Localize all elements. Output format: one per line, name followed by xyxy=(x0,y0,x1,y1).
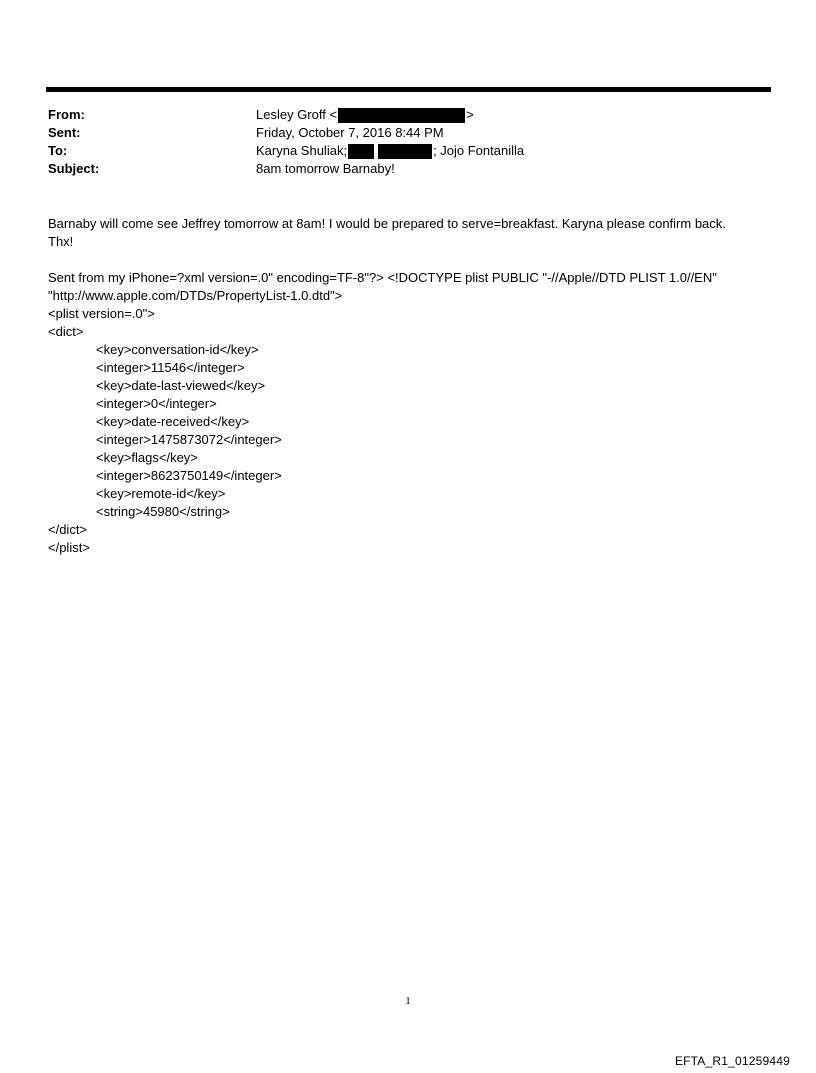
page-number: 1 xyxy=(405,995,411,1007)
plist-line: <string>45980</string> xyxy=(96,504,230,519)
sent-from-line-2: "http://www.apple.com/DTDs/PropertyList-1.0.dtd"> xyxy=(48,288,343,303)
dict-open-tag: <dict> xyxy=(48,324,84,339)
subject-row xyxy=(48,160,768,178)
email-body xyxy=(48,215,773,557)
subject-value: 8am tomorrow Barnaby! xyxy=(256,161,395,176)
plist-line: <key>date-last-viewed</key> xyxy=(96,378,266,393)
sent-value: Friday, October 7, 2016 8:44 PM xyxy=(256,125,444,140)
from-row xyxy=(48,106,768,124)
plist-line: <key>remote-id</key> xyxy=(96,486,226,501)
to-value xyxy=(256,142,524,160)
from-close-bracket: > xyxy=(466,107,474,122)
header-divider xyxy=(46,87,771,92)
to-row xyxy=(48,142,768,160)
from-name: Lesley Groff < xyxy=(256,107,338,122)
plist-line: <key>flags</key> xyxy=(96,450,198,465)
redacted-recipient-last xyxy=(378,144,432,159)
plist-line: <integer>0</integer> xyxy=(96,396,217,411)
plist-close-tag: </plist> xyxy=(48,540,90,555)
plist-line: <integer>11546</integer> xyxy=(96,360,245,375)
dict-close-tag: </dict> xyxy=(48,522,88,537)
redacted-email xyxy=(338,108,465,123)
sent-row xyxy=(48,124,768,142)
plist-open-tag: <plist version=.0"> xyxy=(48,306,155,321)
to-recipient-3: ; Jojo Fontanilla xyxy=(433,143,525,158)
plist-line: <integer>1475873072</integer> xyxy=(96,432,282,447)
from-value xyxy=(256,106,474,124)
bates-number: EFTA_R1_01259449 xyxy=(674,1054,790,1068)
subject-label: Subject: xyxy=(48,161,100,176)
plist-line: <key>date-received</key> xyxy=(96,414,250,429)
sent-from-line-1: Sent from my iPhone=?xml version=.0" encoding=TF-8"?> <!DOCTYPE plist PUBLIC "-//Apple//DTD PLIST 1.0//EN" xyxy=(48,270,717,285)
body-line-2: Thx! xyxy=(48,234,74,249)
plist-line: <key>conversation-id</key> xyxy=(96,342,259,357)
paragraph-spacer xyxy=(48,251,773,269)
to-recipient-1: Karyna Shuliak; xyxy=(256,143,348,158)
plist-line: <integer>8623750149</integer> xyxy=(96,468,282,483)
from-label: From: xyxy=(48,107,85,122)
redacted-recipient-first xyxy=(348,144,374,159)
body-line-1: Barnaby will come see Jeffrey tomorrow at 8am! I would be prepared to serve=breakfast. Karyna please confirm back. xyxy=(48,216,726,231)
sent-label: Sent: xyxy=(48,125,81,140)
to-label: To: xyxy=(48,143,68,158)
email-header xyxy=(48,106,768,178)
